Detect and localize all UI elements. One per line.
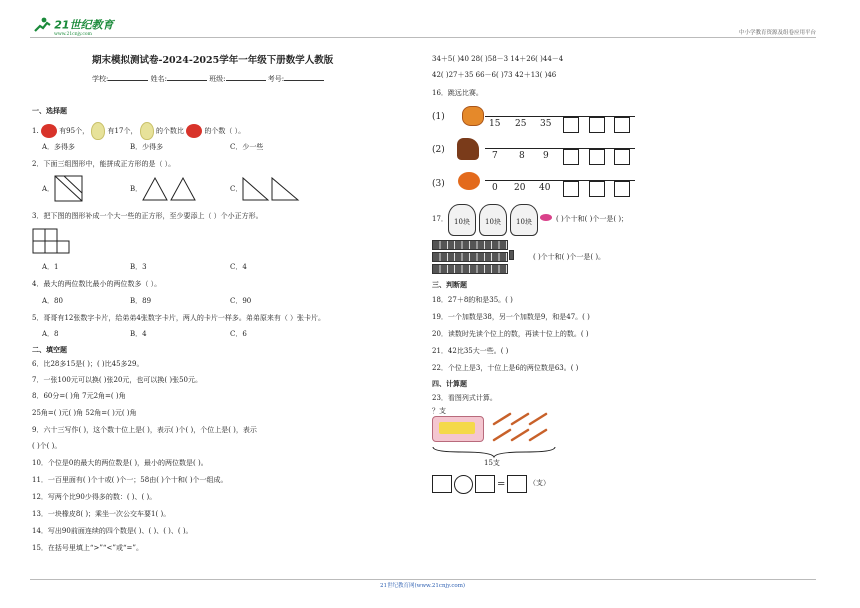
q16-row2-v1: 7 xyxy=(492,151,498,161)
header-divider xyxy=(30,37,816,38)
question-12: 12．写两个比90少得多的数：( )、( )。 xyxy=(32,493,157,501)
q16-row1-v2: 25 xyxy=(515,119,527,129)
q4-option-c[interactable]: C．90 xyxy=(230,297,252,305)
ten-block-row xyxy=(432,252,508,262)
q16-row3-v3: 40 xyxy=(539,183,551,193)
answer-box[interactable] xyxy=(563,181,579,197)
answer-box[interactable] xyxy=(614,117,630,133)
squirrel-icon xyxy=(458,172,480,190)
question-23: 23．看图列式计算。 xyxy=(432,394,497,402)
unit-label: （支） xyxy=(529,479,550,487)
question-14: 14．写出90前面连续的四个数是( )、( )、( )、( )。 xyxy=(32,527,193,535)
page-title: 期末模拟测试卷-2024-2025学年一年级下册数学人教版 xyxy=(92,55,334,66)
q2-option-c[interactable]: C． xyxy=(230,185,243,193)
operator-circle[interactable] xyxy=(454,475,473,494)
single-blocks xyxy=(509,250,514,260)
q16-row2-line xyxy=(485,148,635,149)
footer-text: 21世纪教育网(www.21cnjy.com) xyxy=(380,583,466,589)
question-8a: 8．60分=( )角 7元2角=( )角 xyxy=(32,392,126,400)
candy-bag-icon: 10块 xyxy=(510,204,538,236)
question-10: 10．个位是0的最大的两位数是( )，最小的两位数是( )。 xyxy=(32,459,208,467)
horse-icon xyxy=(457,138,479,160)
section-judge: 三、判断题 xyxy=(432,280,467,289)
question-7: 7．一张100元可以换( )张20元，也可以换( )张50元。 xyxy=(32,376,203,384)
q1-option-a[interactable]: A．多得多 xyxy=(42,143,76,151)
answer-box[interactable] xyxy=(589,117,605,133)
school-blank[interactable] xyxy=(108,74,148,81)
candy-bag-icon: 10块 xyxy=(479,204,507,236)
ten-block-row xyxy=(432,264,508,274)
q5-option-c[interactable]: C．6 xyxy=(230,330,247,338)
total-label: 15支 xyxy=(484,459,500,467)
answer-box[interactable] xyxy=(589,181,605,197)
question-22: 22．个位上是3，十位上是6的两位数是63。( ) xyxy=(432,364,579,372)
q3-option-b[interactable]: B．3 xyxy=(130,263,147,271)
answer-box[interactable] xyxy=(563,149,579,165)
answer-box[interactable] xyxy=(507,475,527,493)
q16-row3-v1: 0 xyxy=(492,183,498,193)
candy-icon xyxy=(540,214,552,221)
q2-option-b[interactable]: B． xyxy=(130,185,143,193)
q17-line-2: ( )个十和( )个一是( )。 xyxy=(533,253,606,261)
pear-icon xyxy=(91,122,105,140)
q16-row1-v1: 15 xyxy=(489,119,501,129)
student-info: 学校: 姓名: 班级: 考号: xyxy=(92,74,324,83)
q17-line-1: ( )个十和( )个一是( )； xyxy=(556,215,629,223)
q16-row2-v2: 8 xyxy=(519,151,525,161)
ten-block-row xyxy=(432,240,508,250)
question-19: 19．一个加数是38，另一个加数是9，和是47。( ) xyxy=(432,313,590,321)
pear-icon xyxy=(140,122,154,140)
apple-icon xyxy=(186,124,202,138)
total-brace xyxy=(432,446,557,458)
tiger-icon xyxy=(462,106,484,126)
name-blank[interactable] xyxy=(167,74,207,81)
section-choice: 一、选择题 xyxy=(32,106,67,115)
apple-icon xyxy=(41,124,57,138)
q16-row2-v3: 9 xyxy=(543,151,549,161)
question-2: 2．下面三组图形中，能拼成正方形的是（ ）。 xyxy=(32,160,176,168)
question-9a: 9．六十三写作( )，这个数十位上是( )，表示( )个( )，个位上是( )，表示 xyxy=(32,426,257,434)
q15-row-2: 42( )27＋35 66－6( )73 42＋13( )46 xyxy=(432,71,557,79)
q5-option-a[interactable]: A．8 xyxy=(42,330,59,338)
q3-option-c[interactable]: C．4 xyxy=(230,263,247,271)
question-13: 13．一块橡皮8( )；乘坐一次公交车要1( )。 xyxy=(32,510,171,518)
equals-sign: = xyxy=(497,479,506,490)
answer-box[interactable] xyxy=(589,149,605,165)
q16-label-2: (2) xyxy=(432,145,445,155)
q16-label-3: (3) xyxy=(432,179,445,189)
platform-name: 中小学教育资源及组卷应用平台 xyxy=(738,30,816,36)
q16-row1-v3: 35 xyxy=(540,119,552,129)
section-calc: 四、计算题 xyxy=(432,379,467,388)
unknown-label: ？支 xyxy=(432,407,446,415)
q1-option-c[interactable]: C．少一些 xyxy=(230,143,264,151)
q3-option-a[interactable]: A．1 xyxy=(42,263,59,271)
block-rows xyxy=(432,240,508,276)
q2-shape-b xyxy=(142,177,198,201)
question-5: 5．哥哥有12张数字卡片，给弟弟4张数字卡片，两人的卡片一样多。弟弟原来有（ ）张卡片。 xyxy=(32,314,326,322)
number-blank[interactable] xyxy=(284,74,324,81)
q15-row-1: 34＋5( )40 28( )58－3 14＋26( )44－4 xyxy=(432,55,564,63)
question-8b: 25角=( )元( )角 52角=( )元( )角 xyxy=(32,409,137,417)
question-11: 11．一百里面有( )个十或( )个一；58由( )个十和( )个一组成。 xyxy=(32,476,228,484)
q16-row1-line xyxy=(485,116,635,117)
candy-bag-icon: 10块 xyxy=(448,204,476,236)
question-1: 1. 有95个， 有17个， 的个数比 的个数（ ）。 xyxy=(32,122,245,140)
pencils-group xyxy=(490,410,560,446)
section-fill: 二、填空题 xyxy=(32,345,67,354)
q2-shape-c xyxy=(242,177,300,201)
question-15: 15．在括号里填上“>”“<”或“=”。 xyxy=(32,544,143,552)
question-9b: ( )个( )。 xyxy=(32,442,62,450)
question-20: 20．读数时先读个位上的数，再读十位上的数。( ) xyxy=(432,330,589,338)
question-16: 16．跳远比赛。 xyxy=(432,89,483,97)
q16-row3-line xyxy=(485,180,635,181)
question-6: 6．比28多15是( )；( )比45多29。 xyxy=(32,360,144,368)
q16-row3-v2: 20 xyxy=(514,183,526,193)
q1-option-b[interactable]: B．少得多 xyxy=(130,143,164,151)
class-blank[interactable] xyxy=(226,74,266,81)
question-4: 4．最大的两位数比最小的两位数多（ ）。 xyxy=(32,280,162,288)
answer-box[interactable] xyxy=(432,475,452,493)
pencil-case-icon xyxy=(432,416,484,442)
logo-subtext: www.21cnjy.com xyxy=(54,32,92,37)
answer-box[interactable] xyxy=(475,475,495,493)
logo xyxy=(32,17,114,38)
footer-divider xyxy=(30,579,816,580)
answer-box[interactable] xyxy=(614,181,630,197)
q3-grid xyxy=(32,228,72,254)
q4-option-a[interactable]: A．80 xyxy=(42,297,63,305)
logo-text: 21世纪教育 xyxy=(54,18,114,32)
question-18: 18．27＋8的和是35。( ) xyxy=(432,296,513,304)
q5-option-b[interactable]: B．4 xyxy=(130,330,147,338)
question-17-num: 17． xyxy=(432,215,448,223)
answer-box[interactable] xyxy=(563,117,579,133)
q16-label-1: (1) xyxy=(432,112,445,122)
q4-option-b[interactable]: B．89 xyxy=(130,297,152,305)
runner-icon xyxy=(32,17,52,33)
question-21: 21．42比35大一些。( ) xyxy=(432,347,509,355)
answer-box[interactable] xyxy=(614,149,630,165)
q2-option-a[interactable]: A． xyxy=(42,185,55,193)
question-3: 3．把下图的图形补成一个大一些的正方形，至少要添上（ ）个小正方形。 xyxy=(32,212,263,220)
q2-shape-a xyxy=(54,175,84,202)
